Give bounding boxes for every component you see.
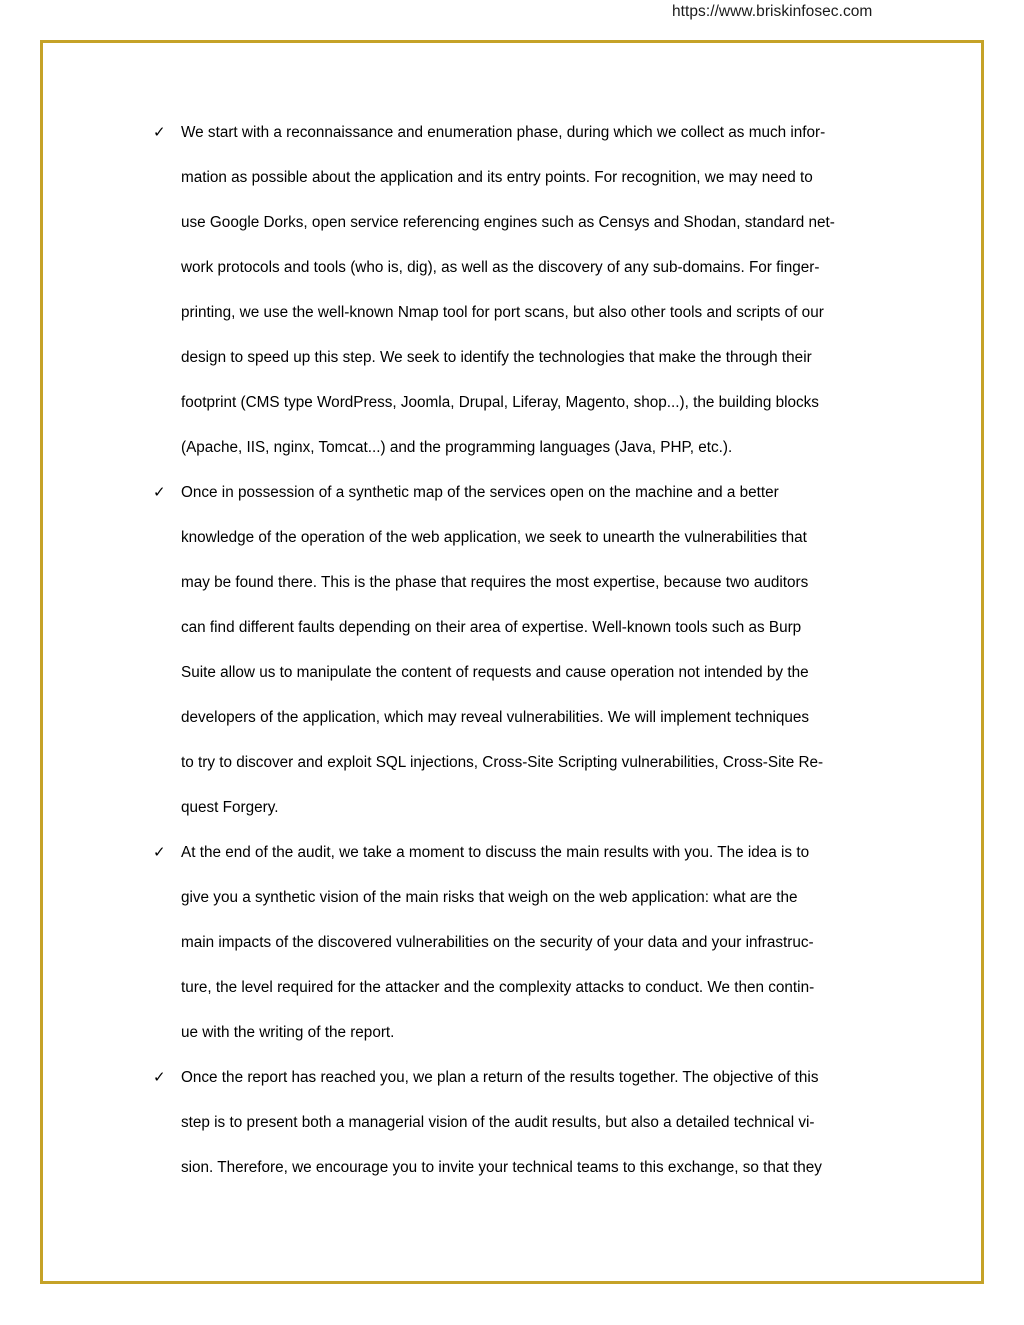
bullet-text-line: main impacts of the discovered vulnerabilities on the security of your data and your infrastruc-: [181, 934, 814, 951]
bullet-text-line: knowledge of the operation of the web application, we seek to unearth the vulnerabilities that: [181, 529, 807, 546]
bullet-text-line: printing, we use the well-known Nmap tool for port scans, but also other tools and scripts of our: [181, 304, 824, 321]
bullet-text-line: can find different faults depending on their area of expertise. Well-known tools such as Burp: [181, 619, 802, 636]
bullet-text-line: give you a synthetic vision of the main risks that weigh on the web application: what are the: [181, 889, 798, 906]
header-url: https://www.briskinfosec.com: [672, 3, 873, 20]
bullet-text-line: quest Forgery.: [181, 799, 279, 816]
bullet-text-line: At the end of the audit, we take a moment to discuss the main results with you. The idea is to: [181, 844, 810, 861]
bullet-text-line: to try to discover and exploit SQL injections, Cross-Site Scripting vulnerabilities, Cross-Site Re-: [181, 754, 824, 771]
bullet-text-line: mation as possible about the application and its entry points. For recognition, we may need to: [181, 169, 813, 186]
bullet-text-line: step is to present both a managerial vision of the audit results, but also a detailed technical vi-: [181, 1114, 815, 1131]
bullet-text-line: Once in possession of a synthetic map of the services open on the machine and a better: [181, 484, 779, 501]
bullet-text-line: We start with a reconnaissance and enumeration phase, during which we collect as much infor-: [181, 124, 826, 141]
bullet-text-line: may be found there. This is the phase that requires the most expertise, because two auditors: [181, 574, 809, 591]
bullet-item: [153, 1055, 905, 1190]
bullet-item: [153, 110, 905, 470]
bullet-item: [153, 470, 905, 830]
checkmark-icon: ✓: [153, 843, 166, 861]
bullet-text-line: Once the report has reached you, we plan a return of the results together. The objective of this: [181, 1069, 819, 1086]
bullet-text-line: footprint (CMS type WordPress, Joomla, Drupal, Liferay, Magento, shop...), the building blocks: [181, 394, 819, 411]
bullet-text-line: ture, the level required for the attacker and the complexity attacks to conduct. We then contin-: [181, 979, 815, 996]
bullet-text-line: work protocols and tools (who is, dig), as well as the discovery of any sub-domains. For finger-: [181, 259, 820, 276]
checkmark-icon: ✓: [153, 483, 166, 501]
bullet-item: [153, 830, 905, 1055]
bullet-text-line: developers of the application, which may reveal vulnerabilities. We will implement techniques: [181, 709, 810, 726]
bullet-list: [153, 110, 905, 1190]
checkmark-icon: ✓: [153, 1068, 166, 1086]
checkmark-icon: ✓: [153, 123, 166, 141]
bullet-text-line: Suite allow us to manipulate the content of requests and cause operation not intended by the: [181, 664, 809, 681]
bullet-text-line: use Google Dorks, open service referencing engines such as Censys and Shodan, standard net-: [181, 214, 835, 231]
bullet-text-line: ue with the writing of the report.: [181, 1024, 395, 1041]
bullet-text-line: (Apache, IIS, nginx, Tomcat...) and the programming languages (Java, PHP, etc.).: [181, 439, 733, 456]
bullet-text-line: sion. Therefore, we encourage you to invite your technical teams to this exchange, so that they: [181, 1159, 822, 1176]
bullet-text-line: design to speed up this step. We seek to identify the technologies that make the through their: [181, 349, 812, 366]
